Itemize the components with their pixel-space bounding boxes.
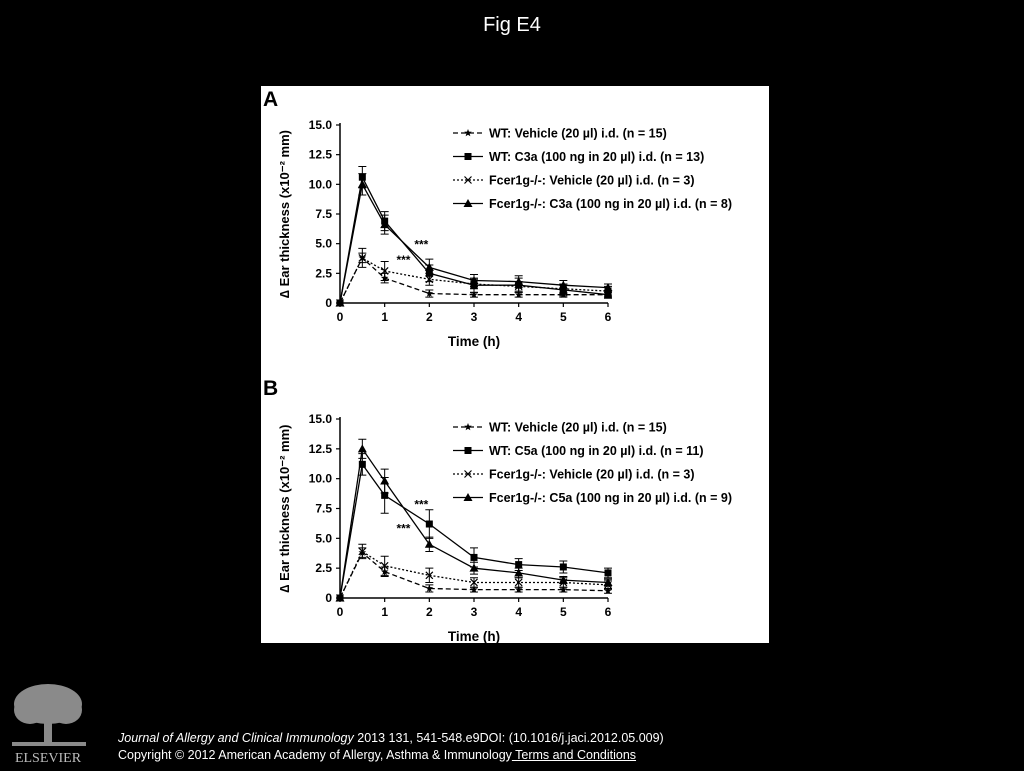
legend-entry-4: [453, 197, 732, 211]
legend-entry-4: [453, 491, 732, 505]
data-point: [515, 561, 522, 568]
series-4: [336, 439, 613, 601]
legend-label: Fcer1g-/-: C5a (100 ng in 20 µl) i.d. (n = 9): [489, 491, 733, 505]
panel-letter: A: [263, 88, 279, 111]
x-tick-label: 0: [336, 605, 344, 619]
x-tick-label: 0: [336, 310, 344, 324]
legend-label: WT: C3a (100 ng in 20 µl) i.d. (n = 13): [489, 150, 705, 164]
data-point: [470, 564, 479, 572]
x-tick-label: 1: [381, 605, 389, 619]
significance-marker: ***: [396, 252, 411, 267]
tree-icon: [12, 684, 86, 746]
legend-label: Fcer1g-/-: C3a (100 ng in 20 µl) i.d. (n = 8): [489, 197, 733, 211]
y-axis-label: ∆ Ear thickness (x10⁻² mm): [277, 130, 292, 298]
y-tick-label: 12.5: [308, 441, 332, 456]
logo-wordmark: ELSEVIER: [14, 751, 82, 766]
y-tick-label: 0: [325, 591, 332, 605]
y-tick-label: 0: [325, 296, 332, 310]
figure-svg: [261, 86, 769, 643]
legend-entry-1: [453, 127, 667, 141]
x-axis-label: Time (h): [447, 629, 501, 643]
citation: [118, 730, 664, 764]
y-tick-label: 15.0: [308, 412, 332, 426]
y-tick-label: 7.5: [315, 207, 332, 221]
y-tick-label: 5.0: [315, 236, 332, 251]
y-tick-label: 2.5: [315, 266, 332, 281]
y-tick-label: 5.0: [315, 531, 332, 546]
data-point: [426, 521, 433, 528]
series-4: [336, 174, 613, 307]
x-tick-label: 5: [559, 310, 567, 324]
x-tick-label: 4: [515, 310, 523, 324]
x-tick-label: 3: [470, 310, 478, 324]
x-tick-label: 4: [515, 605, 523, 619]
citation-ref: 2013 131, 541-548.e9DOI: (10.1016/j.jaci.2012.05.009): [353, 731, 664, 745]
legend-label: WT: Vehicle (20 µl) i.d. (n = 15): [489, 420, 667, 435]
y-tick-label: 7.5: [315, 501, 332, 516]
legend-marker: [464, 129, 472, 136]
x-tick-label: 2: [425, 310, 433, 324]
data-point: [358, 444, 367, 452]
journal-name: Journal of Allergy and Clinical Immunology: [118, 731, 354, 745]
x-tick-label: 3: [470, 605, 478, 619]
panel-letter: B: [263, 377, 279, 400]
y-tick-label: 2.5: [315, 561, 332, 576]
x-tick-label: 1: [381, 310, 389, 324]
chart-panel-a: [263, 88, 732, 349]
legend-entry-1: [453, 421, 667, 435]
legend-label: WT: C5a (100 ng in 20 µl) i.d. (n = 11): [489, 444, 704, 458]
citation-line: [118, 730, 664, 747]
chart-panel-b: [263, 377, 732, 643]
legend-entry-3: [453, 174, 695, 188]
legend-entry-2: [453, 150, 704, 164]
elsevier-logo: [6, 680, 90, 766]
figure-panel: [261, 86, 769, 643]
y-tick-label: 15.0: [308, 118, 332, 132]
legend-entry-2: [453, 444, 704, 458]
data-point: [560, 563, 567, 570]
x-tick-label: 5: [559, 605, 567, 619]
slide-title: Fig E4: [483, 14, 541, 36]
y-tick-label: 10.0: [308, 177, 332, 192]
data-point: [471, 554, 478, 561]
y-axis-label: ∆ Ear thickness (x10⁻² mm): [277, 424, 292, 593]
legend-label: Fcer1g-/-: Vehicle (20 µl) i.d. (n = 3): [489, 173, 695, 188]
legend-label: WT: Vehicle (20 µl) i.d. (n = 15): [489, 126, 667, 141]
significance-marker: ***: [396, 521, 411, 536]
significance-marker: ***: [414, 237, 429, 252]
legend-marker: [465, 153, 472, 160]
copyright-line: [118, 747, 664, 764]
x-tick-label: 6: [604, 310, 612, 324]
legend-label: Fcer1g-/-: Vehicle (20 µl) i.d. (n = 3): [489, 467, 695, 482]
copyright-text: Copyright © 2012 American Academy of Allergy, Asthma & Immunology: [118, 748, 512, 762]
x-axis-label: Time (h): [447, 334, 501, 349]
x-tick-label: 2: [425, 605, 433, 619]
legend-marker: [464, 423, 472, 430]
legend-marker: [465, 447, 472, 454]
terms-link[interactable]: Terms and Conditions: [511, 748, 637, 762]
data-point: [605, 569, 612, 576]
x-tick-label: 6: [604, 605, 612, 619]
y-tick-label: 10.0: [308, 471, 332, 486]
legend-entry-3: [453, 468, 695, 482]
significance-marker: ***: [414, 497, 429, 512]
y-tick-label: 12.5: [308, 147, 332, 162]
